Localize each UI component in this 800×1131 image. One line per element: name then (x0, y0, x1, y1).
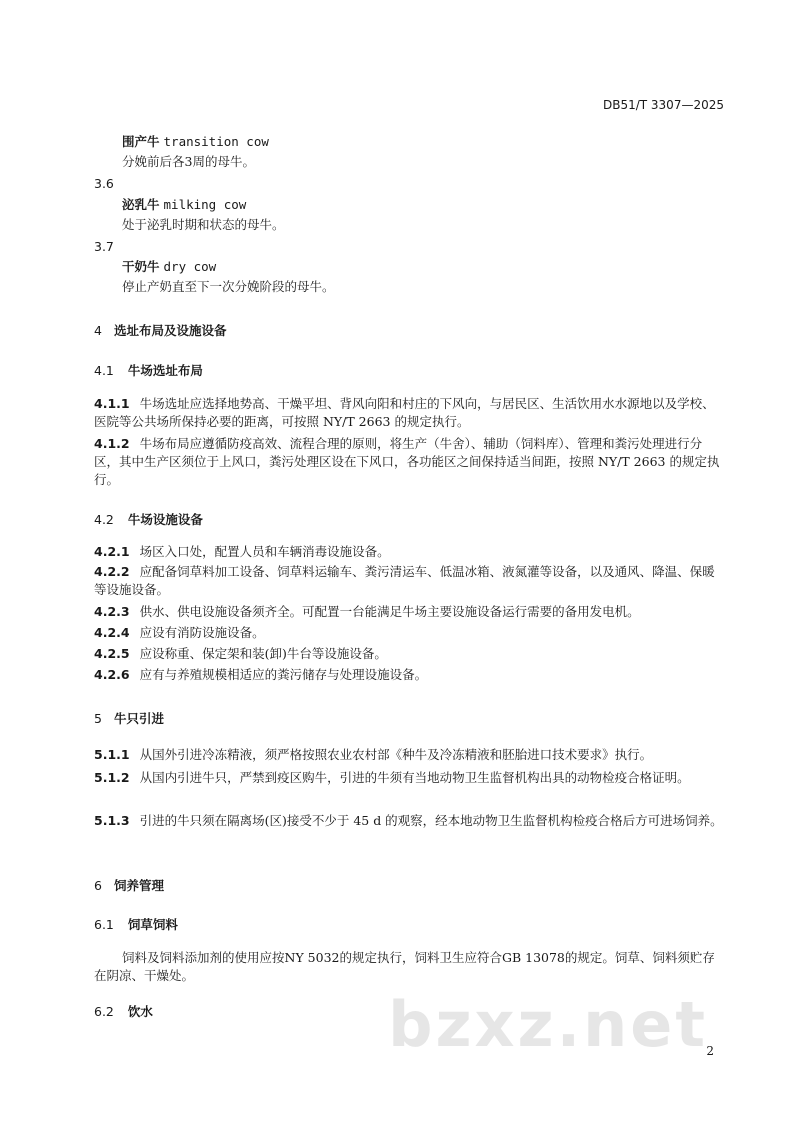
term-dry-cow (122, 258, 216, 276)
clause-5-1-2: 5.1.2 从国内引进牛只，严禁到疫区购牛，引进的牛须有当地动物卫生监督机构出具的动物检疫合格证明。 (94, 770, 690, 785)
term-definition: 停止产奶直至下一次分娩阶段的母牛。 (122, 279, 335, 294)
term-zh: 围产牛 (122, 134, 160, 149)
clause-4-2-2: 4.2.2 应配备饲草料加工设备、饲草料运输车、粪污清运车、低温冰箱、液氮灌等设备，以及通风、降温、保暖等设施设备。 (94, 564, 715, 597)
subsection-heading-4-2: 4.2 牛场设施设备 (94, 512, 203, 527)
term-transition-cow (122, 133, 269, 151)
document-code: DB51/T 3307—2025 (602, 98, 724, 112)
clause-5-1-3: 5.1.3 引进的牛只须在隔离场(区)接受不少于 45 d 的观察，经本地动物卫生监督机构检疫合格后方可进场饲养。 (94, 813, 723, 828)
term-number: 3.7 (94, 239, 114, 254)
term-definition: 分娩前后各3周的母牛。 (122, 154, 255, 169)
paragraph-6-1: 饲料及饲料添加剂的使用应按NY 5032的规定执行，饲料卫生应符合GB 13078的规定。饲草、饲料须贮存在阴凉、干燥处。 (94, 950, 715, 983)
subsection-heading-6-2: 6.2 饮水 (94, 1004, 153, 1019)
term-en: transition cow (163, 134, 269, 149)
section-heading-5: 5 牛只引进 (94, 711, 164, 726)
term-en: milking cow (163, 197, 247, 212)
term-zh: 泌乳牛 (122, 197, 160, 212)
clause-4-2-5: 4.2.5 应设称重、保定架和装(卸)牛台等设施设备。 (94, 646, 387, 661)
term-en: dry cow (163, 259, 217, 274)
term-zh: 干奶牛 (122, 259, 160, 274)
clause-4-2-4: 4.2.4 应设有消防设施设备。 (94, 625, 265, 640)
subsection-heading-4-1: 4.1 牛场选址布局 (94, 363, 203, 378)
term-number: 3.6 (94, 176, 114, 191)
term-milking-cow (122, 196, 246, 214)
clause-4-2-3: 4.2.3 供水、供电设施设备须齐全。可配置一台能满足牛场主要设施设备运行需要的备用发电机。 (94, 604, 640, 619)
section-heading-4: 4 选址布局及设施设备 (94, 323, 227, 338)
term-definition: 处于泌乳时期和状态的母牛。 (122, 217, 285, 232)
clause-5-1-1: 5.1.1 从国外引进冷冻精液，须严格按照农业农村部《种牛及冷冻精液和胚胎进口技术要求》执行。 (94, 747, 653, 762)
section-heading-6: 6 饲养管理 (94, 878, 164, 893)
watermark: bzxz.net (388, 988, 708, 1061)
subsection-heading-6-1: 6.1 饲草饲料 (94, 917, 178, 932)
clause-4-1-2: 4.1.2 牛场布局应遵循防疫高效、流程合理的原则，将生产（牛舍）、辅助（饲料库）、管理和粪污处理进行分区，其中生产区须位于上风口，粪污处理区设在下风口，各功能区之间保持适当间距，按照 NY/T 2663 的规定执行。 (94, 436, 720, 487)
page-number: 2 (706, 1044, 714, 1058)
clause-4-2-6: 4.2.6 应有与养殖规模相适应的粪污储存与处理设施设备。 (94, 667, 428, 682)
clause-4-2-1: 4.2.1 场区入口处，配置人员和车辆消毒设施设备。 (94, 544, 390, 559)
clause-4-1-1: 4.1.1 牛场选址应选择地势高、干燥平坦、背风向阳和村庄的下风向，与居民区、生活饮用水水源地以及学校、医院等公共场所保持必要的距离，可按照 NY/T 2663 的规定执行。 (94, 396, 715, 429)
